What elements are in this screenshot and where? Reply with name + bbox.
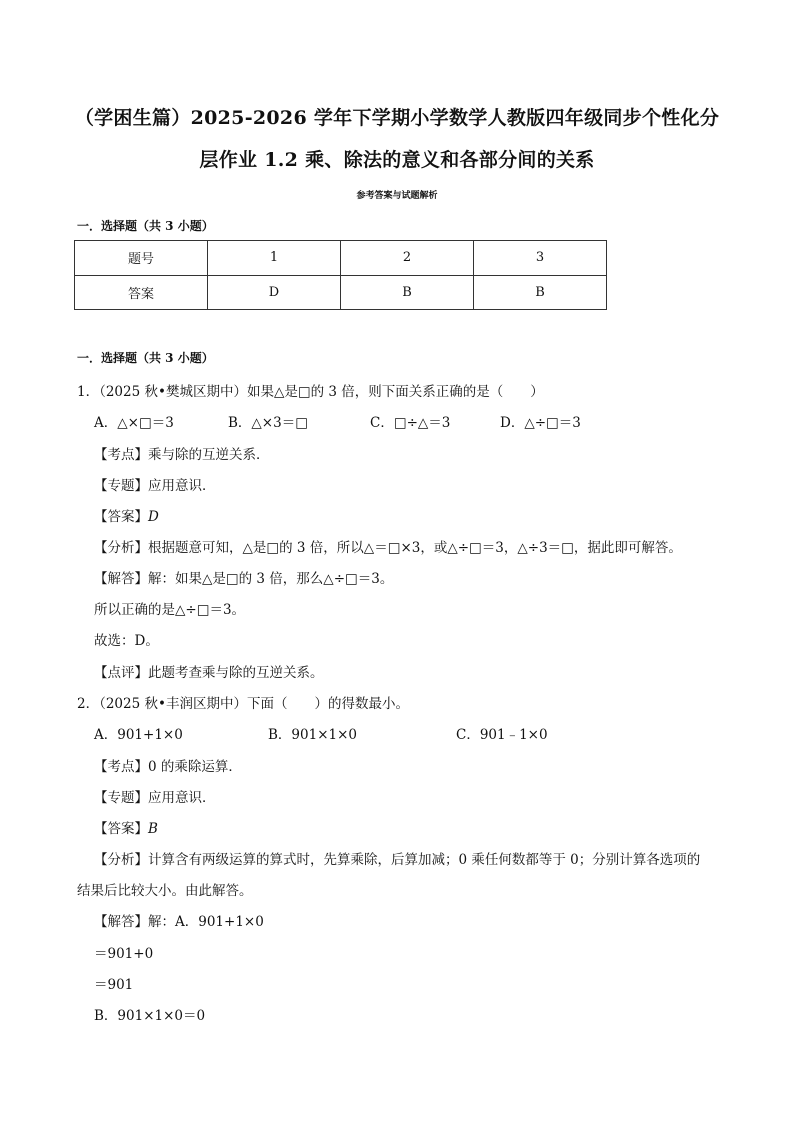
tag-label: 【考点】 [94, 447, 148, 463]
question-2-stem: 2．（2025 秋•丰润区期中）下面（ ）的得数最小。 [77, 696, 409, 712]
q1-option-c: C．□÷△＝3 [370, 415, 451, 431]
tag-label: 【专题】 [94, 478, 148, 494]
q1-option-a: A．△×□＝3 [94, 415, 174, 431]
answer-table [74, 240, 607, 310]
q2-jieda [94, 910, 264, 930]
tag-label: 【答案】 [94, 821, 148, 837]
tag-content: 根据题意可知，△是□的 3 倍，所以△＝□×3，或△÷□＝3，△÷3＝□，据此即可解答。 [148, 540, 682, 556]
tag-content: 乘与除的互逆关系． [148, 447, 270, 463]
tag-content: 解：如果△是□的 3 倍，那么△÷□＝3。 [148, 571, 394, 587]
q1-choice: 故选：D。 [94, 633, 159, 649]
tag-content: 解：A．901+1×0 [148, 914, 264, 930]
tag-label: 【答案】 [94, 509, 148, 525]
tag-label: 【专题】 [94, 790, 148, 806]
table-cell: B [474, 275, 607, 310]
table-cell: D [208, 275, 341, 310]
q2-step-2: ＝901 [94, 977, 134, 993]
q2-daan [94, 817, 158, 837]
q1-option-d: D．△÷□＝3 [500, 415, 581, 431]
q2-option-c: C．901﹣1×0 [456, 727, 548, 743]
document-subtitle: 参考答案与试题解析 [356, 191, 438, 201]
tag-label: 【分析】 [94, 852, 148, 868]
table-cell: 1 [208, 241, 341, 276]
table-cell: 3 [474, 241, 607, 276]
table-row [75, 241, 607, 276]
table-cell: B [341, 275, 474, 310]
q1-jieda [94, 567, 393, 587]
tag-content: B [148, 821, 158, 837]
q1-zhuanti [94, 474, 216, 494]
tag-label: 【点评】 [94, 665, 148, 681]
tag-label: 【考点】 [94, 759, 148, 775]
tag-content: 此题考查乘与除的互逆关系。 [148, 665, 324, 681]
tag-content: 0 的乘除运算． [148, 759, 242, 775]
q2-step-3: B．901×1×0＝0 [94, 1008, 206, 1024]
tag-label: 【解答】 [94, 571, 148, 587]
q1-conclusion: 所以正确的是△÷□＝3。 [94, 602, 246, 618]
q2-kaodian [94, 755, 242, 775]
table-row [75, 275, 607, 310]
q1-dianping [94, 661, 324, 681]
document-title-line2: 层作业 1.2 乘、除法的意义和各部分间的关系 [199, 149, 595, 171]
q2-option-a: A．901+1×0 [94, 727, 183, 743]
q1-daan [94, 505, 159, 525]
tag-content: 应用意识． [148, 478, 216, 494]
tag-content: 计算含有两级运算的算式时，先算乘除，后算加减；0 乘任何数都等于 0；分别计算各选项的 [148, 852, 701, 868]
q2-step-1: ＝901+0 [94, 946, 154, 962]
q1-option-b: B．△×3＝□ [228, 415, 308, 431]
q2-fenxi [94, 848, 700, 868]
tag-content: D [148, 509, 159, 525]
section-heading-questions: 一．选择题（共 3 小题） [77, 351, 214, 365]
section-heading-answers: 一．选择题（共 3 小题） [77, 219, 214, 233]
q2-fenxi-cont: 结果后比较大小。由此解答。 [77, 883, 253, 899]
table-cell: 2 [341, 241, 474, 276]
q2-option-b: B．901×1×0 [268, 727, 357, 743]
tag-label: 【解答】 [94, 914, 148, 930]
question-1-stem: 1．（2025 秋•樊城区期中）如果△是□的 3 倍，则下面关系正确的是（ ） [77, 384, 544, 400]
q1-fenxi [94, 536, 682, 556]
tag-label: 【分析】 [94, 540, 148, 556]
q2-zhuanti [94, 786, 216, 806]
table-cell: 答案 [75, 275, 208, 310]
table-cell: 题号 [75, 241, 208, 276]
tag-content: 应用意识． [148, 790, 216, 806]
q1-kaodian [94, 443, 270, 463]
document-title-line1: （学困生篇）2025-2026 学年下学期小学数学人教版四年级同步个性化分 [74, 107, 720, 129]
